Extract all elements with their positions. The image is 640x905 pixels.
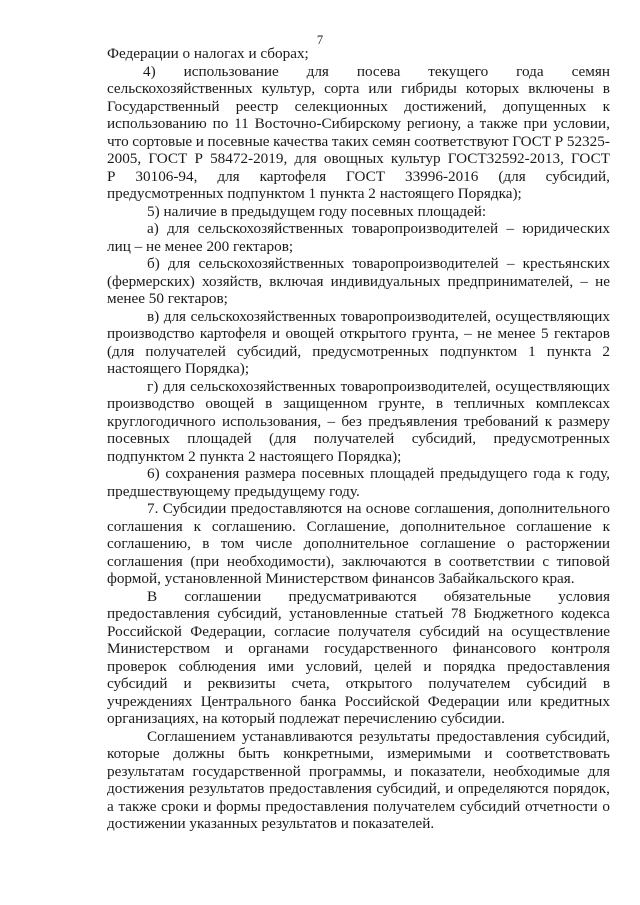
word: семян: [372, 132, 411, 150]
word: необходимости),: [226, 552, 335, 570]
word: посевные: [207, 132, 270, 150]
word: к: [566, 465, 574, 482]
word: использование: [183, 62, 279, 80]
word: государственной: [192, 762, 301, 780]
word: и: [183, 675, 192, 692]
word: получателем: [373, 797, 456, 815]
word: 52325-: [566, 132, 610, 150]
word: предоставляются: [230, 500, 343, 517]
text-line: [107, 255, 610, 273]
word: не: [477, 325, 493, 342]
document-body: [107, 45, 610, 833]
word: соответствии: [448, 552, 535, 570]
word: Р: [194, 150, 203, 167]
word: основе: [365, 500, 411, 517]
text-line: [107, 553, 610, 571]
word: 2005,: [107, 150, 142, 167]
word: и: [203, 797, 212, 815]
word: порядок,: [553, 780, 610, 797]
word: года: [516, 62, 544, 80]
word: площадей: [187, 430, 252, 447]
word: и: [225, 640, 234, 657]
word: соглашение: [516, 517, 592, 535]
word: Государственный: [107, 97, 220, 115]
word: не: [595, 272, 610, 290]
word: предыдущего: [440, 465, 528, 482]
word: в: [265, 395, 273, 412]
word: кредитных: [540, 692, 610, 710]
word: реестр: [235, 97, 279, 115]
word: 5: [540, 325, 549, 342]
word: 11: [234, 115, 249, 132]
word: в): [147, 307, 160, 325]
word: текущего: [428, 62, 489, 80]
word: необходимые: [493, 762, 580, 780]
word: субсидий,: [545, 167, 610, 185]
word: в: [602, 675, 610, 692]
word: открытого: [345, 675, 413, 692]
text-line: [107, 658, 610, 676]
text-line: [107, 133, 610, 151]
word: и: [484, 745, 493, 762]
word: государственного: [324, 640, 438, 657]
word: крестьянских: [522, 255, 610, 272]
word: которых: [465, 80, 520, 97]
word: предоставления: [107, 605, 210, 622]
word: году,: [579, 465, 610, 482]
word: Соглашением: [147, 727, 236, 745]
word: Бюджетного: [473, 605, 554, 622]
word: предусматриваются: [288, 587, 417, 605]
word: результатам: [107, 762, 185, 780]
text-line: [107, 308, 610, 326]
word: площадей: [370, 465, 435, 482]
word: к: [602, 517, 610, 535]
word: грунте,: [378, 395, 425, 412]
text-line: [107, 80, 610, 98]
word: –: [506, 220, 515, 237]
word: а): [147, 220, 159, 237]
word: в: [434, 552, 442, 570]
word: 30106-94,: [135, 167, 198, 185]
word: предусмотренных: [493, 430, 610, 447]
word: финансового: [452, 640, 537, 657]
word: для: [294, 150, 317, 167]
word: сортовые: [132, 132, 193, 150]
word: ими: [267, 657, 294, 675]
word: Федерации: [427, 692, 500, 710]
word: субсидий,: [411, 430, 477, 447]
word: также: [479, 115, 518, 132]
word: посевных: [301, 465, 365, 482]
word: кодекса: [561, 605, 610, 622]
text-line: [107, 150, 610, 168]
word: года: [533, 465, 561, 482]
word: индивидуальных: [330, 272, 441, 290]
word: отчетности: [525, 797, 598, 815]
word: условий,: [305, 657, 363, 675]
word: региону,: [406, 115, 462, 132]
word: б): [147, 255, 160, 272]
word: учреждениях: [107, 692, 193, 710]
word: В: [147, 587, 158, 605]
word: без: [341, 412, 362, 430]
word: программы,: [308, 762, 387, 780]
word: и: [445, 780, 454, 797]
word: круглогодичного: [107, 412, 216, 430]
word: требований: [463, 412, 539, 430]
word: предусмотренных: [312, 342, 429, 360]
word: условии,: [553, 115, 610, 132]
word: тепличных: [454, 395, 525, 412]
text-line: [107, 500, 610, 518]
word: культур: [390, 150, 441, 167]
word: товаропроизводителей,: [340, 377, 491, 395]
word: при: [523, 115, 548, 132]
word: типовой: [556, 552, 610, 570]
word: производство: [107, 325, 195, 342]
text-line: [107, 63, 610, 81]
word: предоставления: [436, 727, 540, 745]
word: (для: [269, 430, 297, 447]
word: 33996-2016: [404, 167, 479, 185]
word: установленные: [289, 605, 388, 622]
text-line: [107, 728, 610, 746]
word: должны: [173, 745, 225, 762]
word: сельскохозяйственных: [197, 220, 344, 237]
word: сорта: [324, 80, 360, 97]
word: менее: [497, 325, 536, 342]
word: включены: [528, 80, 594, 97]
word: юридических: [522, 220, 610, 237]
word: –: [327, 412, 336, 430]
word: сельскохозяйственных: [107, 80, 253, 97]
word: Р: [554, 132, 564, 150]
word: осуществляющих: [495, 307, 610, 325]
word: для: [217, 167, 240, 185]
text-line: [107, 623, 610, 641]
text-line: [107, 798, 610, 816]
word: органами: [248, 640, 310, 657]
word: сроки: [161, 797, 199, 815]
word: соглашению,: [107, 535, 191, 552]
text-line: достижении указанных результатов и показателей.: [107, 815, 435, 832]
word: дополнительное: [303, 535, 409, 552]
word: открытого: [339, 325, 407, 342]
word: –: [464, 325, 472, 342]
word: предоставления: [269, 780, 372, 797]
word: осуществляющих: [495, 377, 610, 395]
word: результатов: [189, 780, 265, 797]
word: субсидий,: [217, 605, 282, 622]
word: показатели,: [410, 762, 486, 780]
word: и: [394, 762, 403, 780]
word: в: [202, 535, 210, 552]
word: соглашения: [107, 517, 183, 535]
word: 58472-2019,: [210, 150, 288, 167]
word: в: [602, 80, 610, 97]
word: гибриды: [401, 80, 457, 97]
word: о: [602, 797, 610, 815]
text-line: [107, 640, 610, 658]
word: и: [195, 132, 204, 150]
word: хозяйств,: [202, 272, 263, 290]
word: субсидий,: [376, 780, 441, 797]
word: заключаются: [342, 552, 427, 570]
word: а: [107, 797, 114, 815]
text-line: [107, 98, 610, 116]
word: товаропроизводителей: [352, 255, 499, 272]
text-line: [107, 588, 610, 606]
word: обязательные: [443, 587, 532, 605]
word: или: [507, 692, 532, 710]
word: и: [271, 325, 280, 342]
word: Субсидии: [162, 500, 227, 517]
word: ГОСТ: [346, 167, 386, 185]
word: ГОСТ32592-2013,: [447, 150, 564, 167]
word: сохранения: [165, 465, 240, 482]
text-line: подпунктом 2 пункта 2 настоящего Порядка);: [107, 447, 402, 465]
word: семян: [571, 62, 610, 80]
word: субсидий: [526, 675, 587, 692]
word: Федерации,: [190, 622, 266, 640]
word: (для: [498, 167, 526, 185]
text-line: [107, 115, 610, 133]
text-line: предшествующему предыдущему году.: [107, 482, 360, 500]
word: овощных: [323, 150, 384, 167]
word: осуществление: [511, 622, 610, 640]
word: (при: [190, 552, 220, 570]
word: предоставления: [265, 797, 369, 815]
word: соответствовать: [506, 745, 610, 762]
word: том: [220, 535, 245, 552]
word: товаропроизводителей,: [340, 307, 491, 325]
word: 2: [602, 342, 610, 360]
text-line: [107, 430, 610, 448]
text-line: [107, 220, 610, 238]
word: сельскохозяйственных: [190, 307, 337, 325]
word: субсидий: [419, 622, 480, 640]
word: сельскохозяйственных: [198, 255, 345, 272]
text-line: [107, 465, 610, 483]
word: порядка: [443, 657, 496, 675]
word: и: [423, 657, 432, 675]
word: для: [587, 762, 610, 780]
word: сельскохозяйственных: [190, 377, 336, 395]
word: соблюдения: [178, 657, 257, 675]
word: соглашение: [420, 535, 496, 552]
word: расторжении: [525, 535, 610, 552]
word: селекционных: [294, 97, 388, 115]
word: получателей: [145, 342, 226, 360]
word: допущенных: [502, 97, 587, 115]
word: статьей: [394, 605, 444, 622]
word: быть: [238, 745, 270, 762]
word: Министерством: [107, 640, 210, 657]
word: предъявления: [368, 412, 458, 430]
word: определяются: [458, 780, 549, 797]
word: измеримыми: [387, 745, 471, 762]
word: овощей: [285, 325, 335, 342]
word: таких: [331, 132, 369, 150]
word: 7.: [147, 500, 159, 517]
text-line: [107, 675, 610, 693]
word: к: [544, 412, 553, 430]
word: счета,: [291, 675, 330, 692]
text-line: [107, 343, 610, 361]
page-number: 7: [316, 33, 324, 47]
word: формы: [216, 797, 261, 815]
word: конкретными,: [283, 745, 374, 762]
word: соглашения,: [414, 500, 494, 517]
text-line: [107, 745, 610, 763]
text-line: [107, 693, 610, 711]
text-line: формой, установленной Министерством финансов Забайкальского края.: [107, 570, 575, 587]
text-line: настоящего Порядка);: [107, 360, 250, 377]
word: качества: [273, 132, 329, 150]
text-line: организациях, на который подлежат перечислению субсидии.: [107, 710, 505, 727]
word: картофеля: [259, 167, 327, 185]
word: комплексах: [535, 395, 610, 412]
word: для: [167, 255, 191, 272]
word: соглашении: [184, 587, 262, 605]
word: включая: [269, 272, 324, 290]
word: г): [147, 377, 159, 395]
text-line: лиц – не менее 200 гектаров;: [107, 237, 294, 255]
word: 4): [143, 62, 156, 80]
text-line: [107, 413, 610, 431]
word: –: [506, 255, 515, 272]
word: получателей: [313, 430, 395, 447]
word: дополнительное: [400, 517, 506, 535]
word: культур,: [261, 80, 316, 97]
word: в: [435, 395, 444, 412]
text-line: [107, 168, 610, 186]
word: субсидий: [107, 675, 168, 692]
word: производство: [107, 395, 195, 412]
word: для: [306, 62, 329, 80]
word: Р: [107, 167, 116, 185]
word: дополнительного: [498, 500, 610, 517]
word: 78: [450, 605, 467, 622]
word: которые: [107, 745, 160, 762]
word: 1: [528, 342, 536, 360]
word: использованию: [107, 115, 207, 132]
word: что: [107, 132, 129, 150]
word: 6): [147, 465, 160, 482]
word: пункта: [546, 342, 592, 360]
text-line: Федерации о налогах и сборах;: [107, 45, 309, 62]
word: картофеля: [199, 325, 267, 342]
text-line: предусмотренных подпунктом 1 пункта 2 настоящего Порядка);: [107, 185, 522, 202]
text-line: [107, 273, 610, 291]
word: защищенном: [283, 395, 368, 412]
word: гектаров: [554, 325, 610, 342]
word: размера: [245, 465, 296, 482]
word: (фермерских): [107, 272, 195, 290]
word: на: [488, 622, 504, 640]
word: ГОСТ: [148, 150, 188, 167]
word: субсидий,: [545, 727, 610, 745]
word: результаты: [359, 727, 431, 745]
word: к: [193, 517, 202, 535]
word: посевных: [107, 430, 170, 447]
word: на: [346, 500, 362, 517]
word: проверок: [107, 657, 167, 675]
word: также: [118, 797, 157, 815]
text-line: 5) наличие в предыдущем году посевных площадей:: [147, 202, 487, 220]
text-line: [107, 780, 610, 798]
text-line: [107, 395, 610, 413]
word: о: [506, 535, 515, 552]
word: Российской: [107, 622, 182, 640]
word: Российской: [344, 692, 420, 710]
word: использования,: [222, 412, 322, 430]
word: соответствуют: [414, 132, 509, 150]
word: Соглашение,: [306, 517, 390, 535]
word: достижений,: [404, 97, 487, 115]
word: овощей: [205, 395, 255, 412]
word: получателем: [428, 675, 511, 692]
word: числе: [255, 535, 293, 552]
word: банка: [299, 692, 337, 710]
text-line: [107, 325, 610, 343]
word: для: [163, 377, 186, 395]
text-line: [107, 605, 610, 623]
word: по: [212, 115, 229, 132]
word: условия: [558, 587, 610, 605]
word: предоставления: [507, 657, 610, 675]
word: для: [163, 307, 187, 325]
text-line: [107, 763, 610, 781]
word: или: [368, 80, 393, 97]
word: получателя: [338, 622, 411, 640]
word: целей: [374, 657, 412, 675]
word: реквизиты: [207, 675, 276, 692]
word: субсидий,: [236, 342, 302, 360]
word: достижения: [107, 780, 185, 797]
word: Центрального: [200, 692, 292, 710]
word: с: [542, 552, 550, 570]
word: товаропроизводителей: [351, 220, 499, 237]
word: посева: [356, 62, 401, 80]
word: устанавливаются: [241, 727, 353, 745]
word: (для: [107, 342, 135, 360]
word: соглашения: [107, 552, 183, 570]
word: –: [580, 272, 588, 290]
word: соглашению.: [211, 517, 296, 535]
word: к: [602, 97, 610, 115]
text-line: [107, 535, 610, 553]
word: подпунктом: [439, 342, 518, 360]
text-line: [107, 378, 610, 396]
word: Восточно-Сибирскому: [254, 115, 402, 132]
word: ГОСТ: [512, 132, 552, 150]
word: субсидий: [459, 797, 521, 815]
word: размеру: [558, 412, 610, 430]
word: грунта,: [411, 325, 459, 342]
word: ГОСТ: [571, 150, 610, 167]
word: а: [467, 115, 474, 132]
text-line: [107, 518, 610, 536]
word: для: [167, 220, 190, 237]
text-line: менее 50 гектаров;: [107, 290, 228, 307]
word: предпринимателей,: [447, 272, 574, 290]
word: контроля: [551, 640, 610, 657]
word: согласие: [274, 622, 330, 640]
